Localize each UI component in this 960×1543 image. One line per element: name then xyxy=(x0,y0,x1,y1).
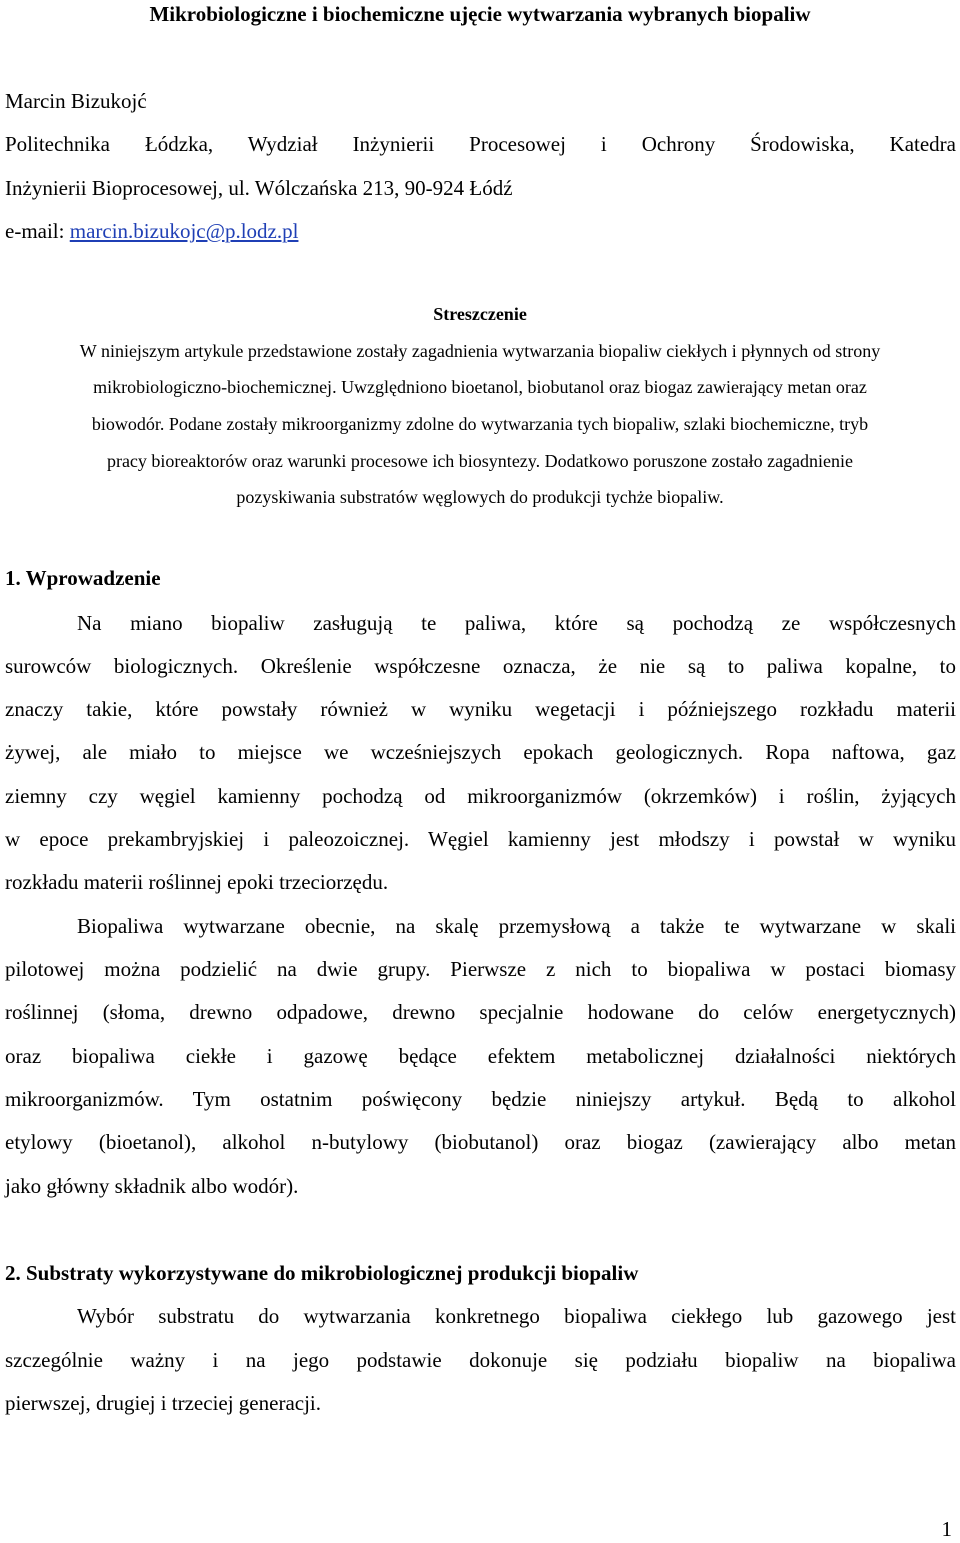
email-link[interactable]: marcin.bizukojc@p.lodz.pl xyxy=(69,219,299,243)
paragraph-line: żywej, ale miało to miejsce we wcześniejszych epokach geologicznych. Ropa naftowa, gaz xyxy=(5,740,956,764)
paragraph-line: w epoce prekambryjskiej i paleozoicznej. Węgiel kamienny jest młodszy i powstał w wyniku xyxy=(5,827,956,851)
paragraph-line: pierwszej, drugiej i trzeciej generacji. xyxy=(5,1391,322,1415)
paragraph-line: Na miano biopaliw zasługują te paliwa, które są pochodzą ze współczesnych xyxy=(77,611,956,635)
abstract-line: pracy bioreaktorów oraz warunki procesowe ich biosyntezy. Dodatkowo poruszone zostało zagadnienie xyxy=(106,451,854,471)
abstract-line: biowodór. Podane zostały mikroorganizmy zdolne do wytwarzania tych biopaliw, szlaki biochemiczne, tryb xyxy=(91,414,869,434)
paragraph-line: pilotowej można podzielić na dwie grupy. Pierwsze z nich to biopaliwa w postaci biomasy xyxy=(5,957,956,981)
paragraph-line: roślinnej (słoma, drewno odpadowe, drewno specjalnie hodowane do celów energetycznych) xyxy=(5,1000,956,1024)
paragraph-line: szczególnie ważny i na jego podstawie dokonuje się podziału biopaliw na biopaliwa xyxy=(5,1348,956,1372)
email-line xyxy=(5,217,298,245)
affiliation-line-1: Politechnika Łódzka, Wydział Inżynierii Procesowej i Ochrony Środowiska, Katedra xyxy=(5,132,956,156)
author-name: Marcin Bizukojć xyxy=(5,89,147,113)
affiliation-line-2: Inżynierii Bioprocesowej, ul. Wólczańska 213, 90-924 Łódź xyxy=(5,176,513,200)
paragraph-line: jako główny składnik albo wodór). xyxy=(5,1174,299,1198)
paragraph-line: ziemny czy węgiel kamienny pochodzą od mikroorganizmów (okrzemków) i roślin, żyjących xyxy=(5,784,956,808)
paragraph-line: Wybór substratu do wytwarzania konkretnego biopaliwa ciekłego lub gazowego jest xyxy=(77,1304,956,1328)
section-1-heading: 1. Wprowadzenie xyxy=(5,566,161,590)
abstract-heading: Streszczenie xyxy=(433,304,527,324)
paragraph-line: surowców biologicznych. Określenie współczesne oznacza, że nie są to paliwa kopalne, to xyxy=(5,654,956,678)
abstract-line: pozyskiwania substratów węglowych do produkcji tychże biopaliw. xyxy=(236,487,724,507)
abstract-line: W niniejszym artykule przedstawione zostały zagadnienia wytwarzania biopaliw ciekłych i płynnych od strony xyxy=(79,341,881,361)
email-label: e-mail: xyxy=(5,219,70,243)
paragraph-line: oraz biopaliwa ciekłe i gazowę będące efektem metabolicznej działalności niektórych xyxy=(5,1044,956,1068)
paragraph-line: Biopaliwa wytwarzane obecnie, na skalę przemysłową a także te wytwarzane w skali xyxy=(77,914,956,938)
section-2-heading: 2. Substraty wykorzystywane do mikrobiologicznej produkcji biopaliw xyxy=(5,1261,639,1285)
paragraph-line: etylowy (bioetanol), alkohol n-butylowy (biobutanol) oraz biogaz (zawierający albo metan xyxy=(5,1130,956,1154)
document-title: Mikrobiologiczne i biochemiczne ujęcie wytwarzania wybranych biopaliw xyxy=(149,2,811,26)
paragraph-line: rozkładu materii roślinnej epoki trzeciorzędu. xyxy=(5,870,389,894)
paragraph-line: znaczy takie, które powstały również w wyniku wegetacji i późniejszego rozkładu materii xyxy=(5,697,956,721)
page-number: 1 xyxy=(941,1517,952,1541)
paragraph-line: mikroorganizmów. Tym ostatnim poświęcony będzie niniejszy artykuł. Będą to alkohol xyxy=(5,1087,956,1111)
abstract-line: mikrobiologiczno-biochemicznej. Uwzględniono bioetanol, biobutanol oraz biogaz zawierający metan oraz xyxy=(93,377,867,397)
